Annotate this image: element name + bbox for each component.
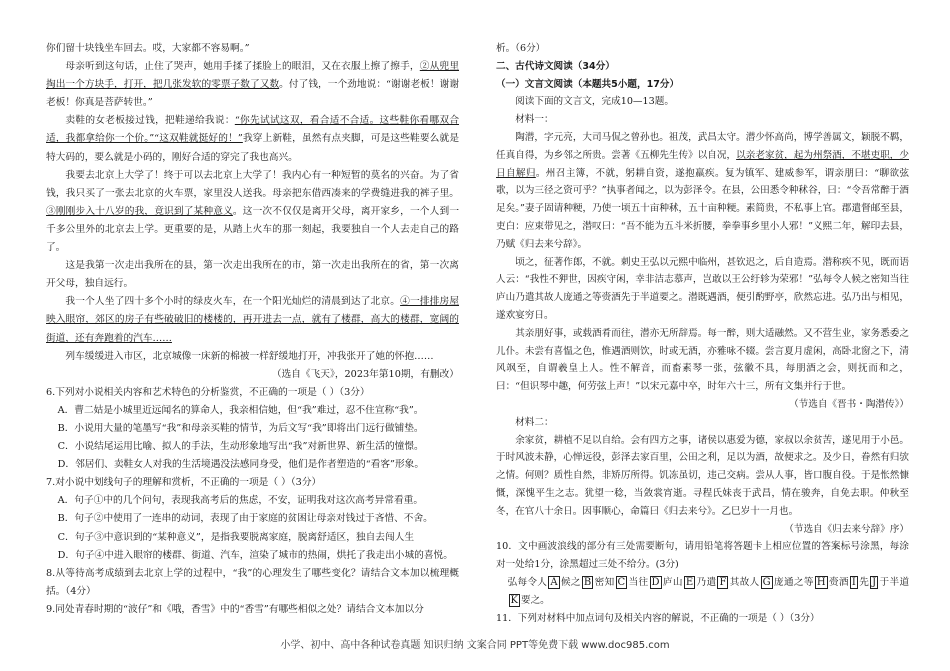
q10-sentence: 弘每令人 A 候之 B 密知 C 当往 D 庐山 E 乃遣 F 其故人 G 庞通之等 H 赍酒 I 先 J 于半道K 要之。 [507, 576, 910, 606]
underlined-sentence-4: ④一排排房屋映入眼帘，郊区的房子有些破破旧的楼楼的，再开进去一点，就有了楼群，高大的楼群，宽阔的街道，还有奔跑着的汽车…… [46, 296, 460, 344]
question-10: 10．文中画波浪线的部分有三处需要断句，请用铅笔将答题卡上相应位置的答案标号涂黑，每涂对一处给1分，涂黑超过三处不给分。(3分) [496, 541, 909, 571]
break-mark-e[interactable]: E [685, 576, 694, 588]
para-3: 卖鞋的女老板接过钱，把鞋递给我说：“你先试试这双，看合适不合适。这些鞋你看哪双合适，我都拿给你一个价。”“这双鞋就挺好的！”我穿上新鞋，虽然有点夹脚，可是这些鞋要么就是特大码的，要么就是小码的，刚好合适的穿完了我也高兴。 [46, 115, 460, 163]
right-column [496, 40, 909, 627]
break-mark-k[interactable]: K [510, 594, 518, 606]
reading-instruction: 阅读下面的文言文，完成10—13题。 [515, 96, 674, 108]
q7-option-a: A．句子①中的几个问句，表现我高考后的焦虑，不安，证明我对这次高考异常看重。 [57, 495, 424, 507]
q6-option-d: D．邻居们、卖鞋女人对我的生活境遇没法感同身受，他们是作者塑造的“看客”形象。 [57, 459, 425, 471]
break-mark-h[interactable]: H [816, 576, 826, 588]
underlined-sentence-2: ②从兜里掏出一个方块手，打开，把几张发软的零票子数了又数 [46, 61, 460, 91]
story-source: （选自《飞天》，2023年第10期，有删改） [271, 368, 459, 380]
q7-option-b: B．句子②中使用了一连串的动词，表现了由于家庭的贫困让母亲对钱过于吝惜、不舍。 [57, 513, 433, 525]
question-11: 11．下列对材料中加点词句及相关内容的解说，不正确的一项是（ ）（3分） [496, 612, 820, 624]
para-5: 这是我第一次走出我所在的县，第一次走出我所在的市，第一次走出我所在的省，第一次离开父母，独自远行。 [46, 260, 459, 290]
question-9: 9.同处青春时期的“波仔”和《哦，香雪》中的“香雪”有哪些相似之处？请结合文本加以分 [46, 603, 424, 615]
page-footer: 小学、初中、高中各种试卷真题 知识归纳 文案合同 PPT等免费下载 www.doc985.com [280, 640, 670, 651]
break-mark-g[interactable]: G [762, 576, 771, 588]
material-1-label: 材料一： [515, 114, 554, 126]
material-1-para-2: 顷之，征著作郎，不就。刺史王弘以元熙中临州，甚钦迟之，后自造焉。潜称疾不见，既而语人云：“我性不狎世，因疾守闲，幸非洁志慕声，岂敢以王公纡轸为荣邪！”弘每令人候之密知当往庐山乃遣其故人庞通之等赍酒先于半道要之。潜既遇酒，便引酌野亭，欣然忘进。弘乃出与相见，遂欢宴穷日。 [496, 256, 909, 321]
material-2-source: （节选自《归去来兮辞》序） [784, 523, 909, 535]
subsection-heading: （一）文言文阅读（本题共5小题，17分） [496, 78, 680, 90]
material-1-para-3: 其亲朋好事，或载酒肴而往，潜亦无所辞焉。每一醉，则大适融然。又不营生业，家务悉委之儿仆。未尝有喜愠之色，惟遇酒则饮，时或无酒，亦雅咏不辍。尝言夏月虚闲，高卧北窗之下，清风飒至，自谓羲皇上人。性不解音，而畜素琴一张，弦徽不具，每朋酒之会，则抚而和之，曰：“但识琴中趣，何劳弦上声！”以宋元嘉中卒，时年六十三，所有文集并行于世。 [496, 327, 909, 393]
break-mark-a[interactable]: A [550, 576, 558, 588]
break-mark-f[interactable]: F [719, 576, 727, 588]
q7-option-c: C．句子③中意识到的“某种意义”，是指我要脱离家庭，脱离舒适区，独自去闯人生 [57, 531, 415, 543]
para-2: 母亲听到这句话，止住了哭声，她用手揉了揉脸上的眼泪，又在衣服上擦了擦手，②从兜里掏出一个方块手，打开，把几张发软的零票子数了又数。付了钱，一个劲地说：“谢谢老板！谢谢老板！你真是菩萨转世。” [46, 61, 460, 109]
question-6: 6.下列对小说相关内容和艺术特色的分析鉴赏，不正确的一项是（ ）（3分） [46, 386, 370, 398]
para-7: 列车缓缓进入市区，北京城像一床新的棉被一样舒缓地打开，冲我张开了她的怀抱…… [65, 350, 434, 362]
para-4: 我要去北京上大学了！终于可以去北京上大学了！我内心有一种短暂的莫名的兴奋。为了省钱，我只买了一张去北京的火车票，家里没人送我。母亲把东借西凑来的学费缝进我的裤子里。③刚刚步入十八岁的我，竟识到了某种意义。这一次不仅仅是离开父母，离开家乡，一个人到一千多公里外的北京去上学。更重要的是，从踏上火车的那一刻起，我要独自一个人去走自己的路了。 [46, 169, 460, 254]
break-mark-c[interactable]: C [617, 576, 626, 588]
question-9-end: 析。（6分） [496, 43, 546, 54]
q7-option-d: D．句子④中进入眼帘的楼群、街道、汽车，渲染了城市的热闹，烘托了我走出小城的喜悦。 [57, 549, 453, 561]
material-2-label: 材料二： [515, 416, 554, 428]
material-1-source: （节选自《晋书・陶潜传》） [789, 398, 909, 410]
question-7: 7.对小说中划线句子的理解和赏析，不正确的一项是（ ）（3分） [46, 477, 322, 489]
material-2-para: 余家贫，耕植不足以自给。会有四方之事，诸侯以惠爱为德，家叔以余贫苦，遂见用于小邑。于时风波未静，心惮远役，彭泽去家百里，公田之利，足以为酒，故便求之。及少日，眷然有归欤之情。何则？质性自然，非矫厉所得。饥冻虽切，违己交病。尝从人事，皆口腹自役。于是怅然慷慨，深愧平生之志。犹望一稔，当敛裳宵逝。寻程氏妹丧于武昌，情在骏奔，自免去职。仲秋至冬，在官八十余日。因事顺心，命篇曰《归去来兮》。乙巳岁十一月也。 [496, 434, 909, 517]
q6-option-c: C．小说结尾运用比喻、拟人的手法，生动形象地写出“我”对新世界、新生活的憧憬。 [57, 441, 424, 453]
left-column [46, 40, 459, 619]
para-6: 我一个人坐了四十多个小时的绿皮火车，在一个阳光灿烂的清晨到达了北京。④一排排房屋映入眼帘，郊区的房子有些破破旧的楼楼的，再开进去一点，就有了楼群，高大的楼群，宽阔的街道，还有奔跑着的汽车…… [46, 296, 460, 344]
break-mark-i[interactable]: I [851, 576, 856, 588]
break-mark-j[interactable]: J [872, 576, 877, 588]
section-heading: 二、古代诗文阅读（34分） [496, 60, 615, 72]
para-1: 你们留十块钱坐车回去。哎，大家都不容易啊。” [46, 43, 250, 54]
break-mark-d[interactable]: D [651, 576, 660, 588]
q6-option-a: A．曹二姑是小城里近远闻名的算命人，我亲相信她，但“我”难过，忍不住宣称“我”。 [57, 404, 424, 416]
underlined-sentence-3: ③刚刚步入十八岁的我，竟识到了某种意义 [46, 205, 233, 217]
material-1-para-1: 陶潜，字元亮，大司马侃之曾孙也。祖茂，武昌太守。潜少怀高尚，博学善属文，颖脱不羁，任真自得，为乡邻之所贵。尝著《五柳先生传》以自况，以亲老家贫，起为州祭酒，不堪吏职，少日自解归。州召主簿，不就，躬耕自资，遂抱羸疾。复为镇军、建威参军，谓亲朋曰：“聊欲弦歌，以为三径之资可乎？”执事者闻之，以为彭泽令。在县，公田悉令种秫谷，曰：“令吾常醉于酒足矣。”妻子固请种粳，乃使一顷五十亩种秫，五十亩种粳。素简贵，不私事上官。郡遣督邮至县，吏白：应束带见之，潜叹曰：“吾不能为五斗米折腰，拳拳事乡里小人邪！”义熙二年，解印去县，乃赋《归去来兮辞》。 [496, 131, 910, 250]
break-mark-b[interactable]: B [583, 576, 592, 588]
q6-option-b: B．小说用大量的笔墨写“我”和母亲买鞋的情节，为后文写“我”即将出门远行做铺垫。 [57, 422, 424, 434]
question-8: 8.从等待高考成绩到去北京上学的过程中，“我”的心理发生了哪些变化？请结合文本加以梳理概括。（4分） [46, 567, 459, 597]
